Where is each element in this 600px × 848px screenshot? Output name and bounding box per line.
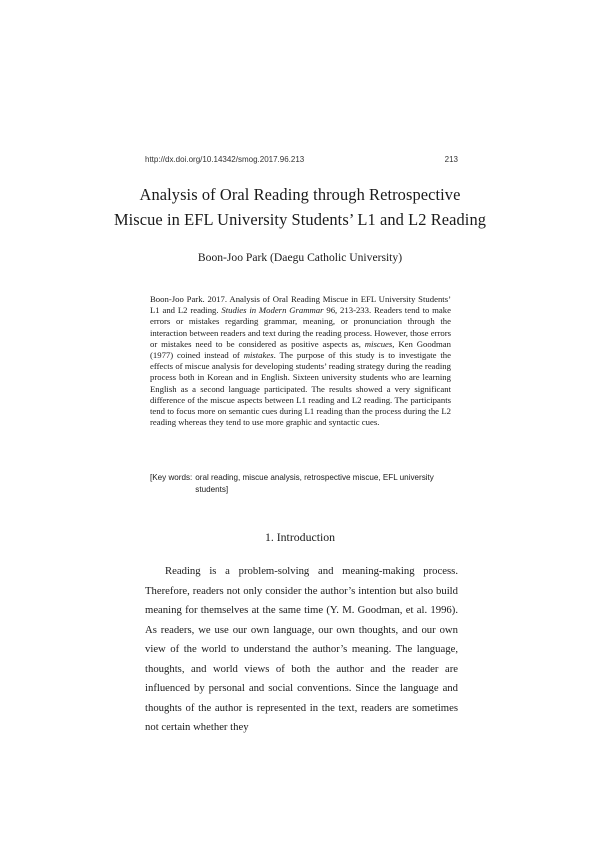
term-miscues: miscues	[364, 338, 393, 349]
abstract-text-2: , Ken Goodman (1977) coined instead of	[150, 338, 451, 361]
abstract-text-1: 96, 213-233. Readers tend to make errors or mistakes regarding grammar, meaning, or pronunciation through the interaction between readers and text during the reading process. However, those errors or mistakes need to be considered as positive aspects as,	[150, 305, 451, 349]
page-header	[145, 155, 458, 164]
body-text	[145, 562, 458, 738]
title-line-1: Analysis of Oral Reading through Retrospective	[139, 185, 461, 204]
body-paragraph: Reading is a problem-solving and meaning-making process. Therefore, readers not only consider the author’s intention but also build meaning for themselves at the same time (Y. M. Goodman, et al. 1996). As readers, we use our own language, our own thoughts, and our own view of the world to understand the author’s meaning. The language, thoughts, and world views of both the author and the reader are influenced by personal and social conventions. Since the language and thoughts of the author is represented in the text, readers are sometimes not certain whether they	[145, 565, 458, 733]
term-mistakes: mistakes	[243, 350, 274, 361]
abstract-text-3: . The purpose of this study is to investigate the effects of miscue analysis for developing students’ reading strategy during the reading process both in Korean and in English. Sixteen university students who are learning English as a second language participated. The results showed a very significant difference of the miscue aspects between L1 reading and L2 reading. The participants tend to focus more on semantic cues during L1 reading than the process during the L2 reading whereas they tend to use more graphic and syntactic cues.	[150, 350, 451, 428]
abstract	[150, 294, 451, 428]
page-number: 213	[444, 155, 458, 164]
doi-link[interactable]: http://dx.doi.org/10.14342/smog.2017.96.213	[145, 155, 305, 164]
keywords	[150, 472, 455, 496]
journal-name: Studies in Modern Grammar	[221, 305, 324, 316]
keywords-label: [Key words:	[150, 473, 193, 482]
section-heading: 1. Introduction	[264, 530, 336, 544]
abstract-citation: Boon-Joo Park. 2017. Analysis of Oral Reading Miscue in EFL University Students’ L1 and L2 reading.	[150, 294, 451, 316]
author-affiliation: Boon-Joo Park (Daegu Catholic University)	[197, 251, 403, 264]
title-line-2: Miscue in EFL University Students’ L1 and L2 Reading	[113, 210, 487, 229]
paper-title	[90, 182, 510, 232]
keywords-list: oral reading, miscue analysis, retrospective miscue, EFL university students]	[195, 473, 434, 494]
